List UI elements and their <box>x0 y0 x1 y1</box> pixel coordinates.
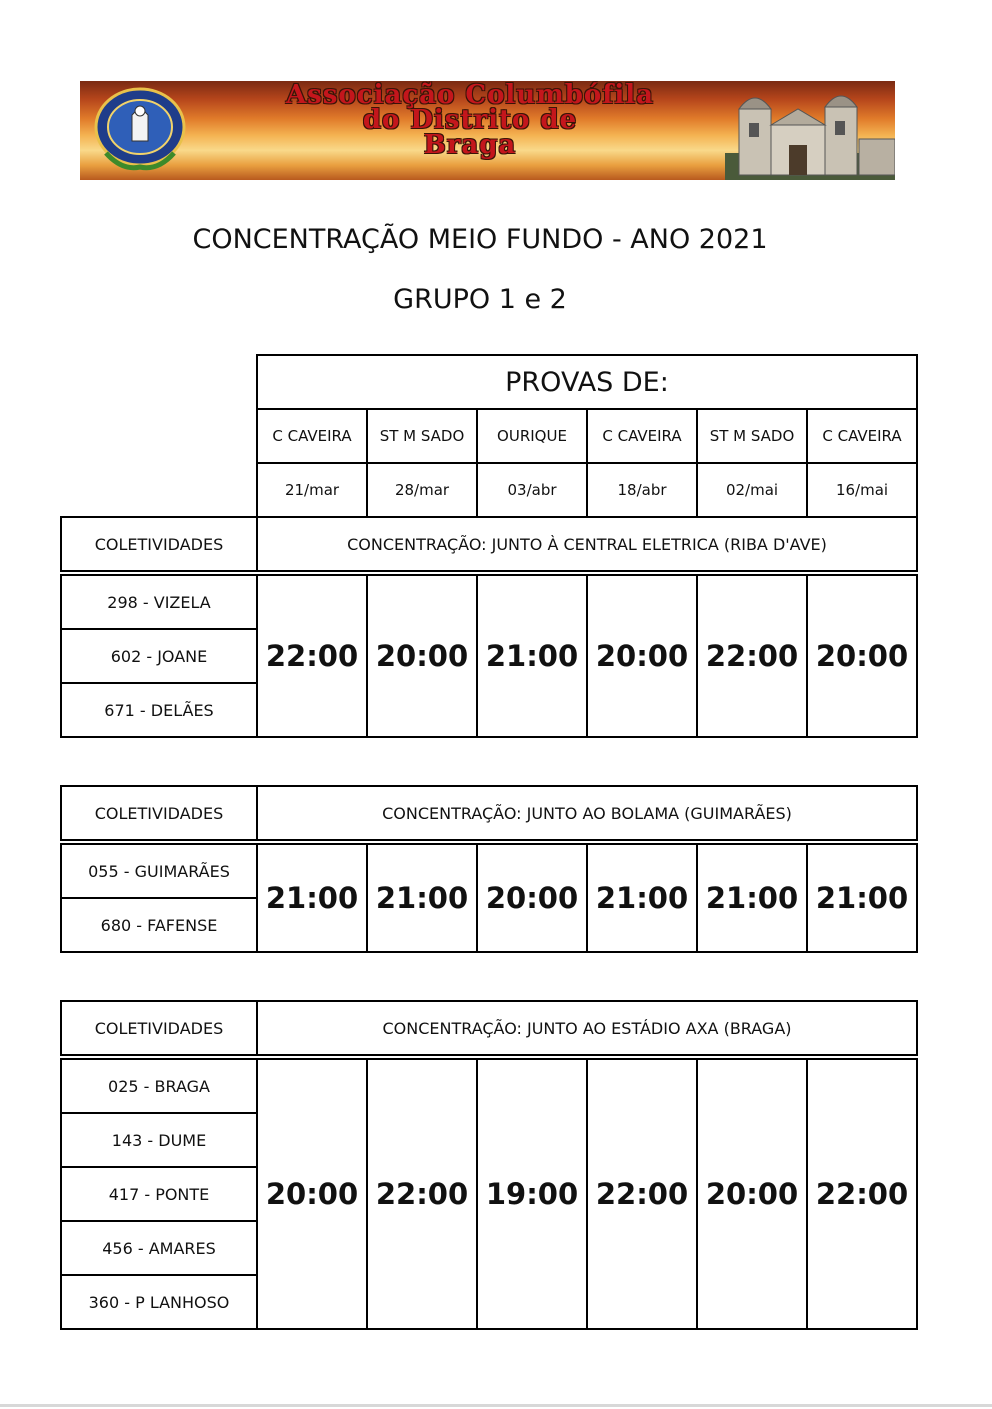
prova-data: 16/mai <box>806 462 918 518</box>
hora-concentracao: 19:00 <box>476 1058 588 1330</box>
coletividades-header: COLETIVIDADES <box>60 1000 258 1056</box>
hora-concentracao: 20:00 <box>476 843 588 953</box>
coletividades-header: COLETIVIDADES <box>60 516 258 572</box>
church-illustration <box>725 83 895 180</box>
banner-line-2: do Distrito de <box>362 105 578 135</box>
banner-line-1: Associação Columbófila <box>285 81 655 110</box>
prova-data: 02/mai <box>696 462 808 518</box>
prova-local: C CAVEIRA <box>256 408 368 464</box>
hora-concentracao: 21:00 <box>366 843 478 953</box>
coletividade-row: 298 - VIZELA <box>60 574 258 630</box>
hora-concentracao: 21:00 <box>586 843 698 953</box>
provas-header: PROVAS DE: <box>256 354 918 410</box>
prova-local: ST M SADO <box>366 408 478 464</box>
coletividade-row: 055 - GUIMARÃES <box>60 843 258 899</box>
page-subtitle: GRUPO 1 e 2 <box>393 284 567 315</box>
prova-local: C CAVEIRA <box>806 408 918 464</box>
prova-local: C CAVEIRA <box>586 408 698 464</box>
page-bottom-border <box>0 1404 992 1407</box>
prova-local: OURIQUE <box>476 408 588 464</box>
coletividades-header: COLETIVIDADES <box>60 785 258 841</box>
concentracao-label: CONCENTRAÇÃO: JUNTO À CENTRAL ELETRICA (RIBA D'AVE) <box>256 516 918 572</box>
hora-concentracao: 22:00 <box>696 574 808 738</box>
coletividade-row: 417 - PONTE <box>60 1166 258 1222</box>
hora-concentracao: 22:00 <box>806 1058 918 1330</box>
concentracao-label: CONCENTRAÇÃO: JUNTO AO BOLAMA (GUIMARÃES) <box>256 785 918 841</box>
coletividade-row: 143 - DUME <box>60 1112 258 1168</box>
coletividade-row: 680 - FAFENSE <box>60 897 258 953</box>
hora-concentracao: 21:00 <box>256 843 368 953</box>
hora-concentracao: 20:00 <box>256 1058 368 1330</box>
hora-concentracao: 22:00 <box>586 1058 698 1330</box>
hora-concentracao: 20:00 <box>366 574 478 738</box>
hora-concentracao: 20:00 <box>696 1058 808 1330</box>
prova-data: 18/abr <box>586 462 698 518</box>
prova-local: ST M SADO <box>696 408 808 464</box>
coletividade-row: 360 - P LANHOSO <box>60 1274 258 1330</box>
prova-data: 28/mar <box>366 462 478 518</box>
concentracao-label: CONCENTRAÇÃO: JUNTO AO ESTÁDIO AXA (BRAGA) <box>256 1000 918 1056</box>
coletividade-row: 671 - DELÃES <box>60 682 258 738</box>
coletividade-row: 602 - JOANE <box>60 628 258 684</box>
hora-concentracao: 22:00 <box>256 574 368 738</box>
hora-concentracao: 21:00 <box>476 574 588 738</box>
page-title: CONCENTRAÇÃO MEIO FUNDO - ANO 2021 <box>192 224 768 255</box>
banner-title <box>200 83 740 158</box>
header-banner <box>80 81 895 180</box>
coletividade-row: 025 - BRAGA <box>60 1058 258 1114</box>
prova-data: 21/mar <box>256 462 368 518</box>
association-seal-icon <box>92 87 188 173</box>
hora-concentracao: 21:00 <box>806 843 918 953</box>
hora-concentracao: 22:00 <box>366 1058 478 1330</box>
hora-concentracao: 20:00 <box>586 574 698 738</box>
hora-concentracao: 21:00 <box>696 843 808 953</box>
coletividade-row: 456 - AMARES <box>60 1220 258 1276</box>
banner-line-3: Braga <box>423 130 517 160</box>
hora-concentracao: 20:00 <box>806 574 918 738</box>
prova-data: 03/abr <box>476 462 588 518</box>
